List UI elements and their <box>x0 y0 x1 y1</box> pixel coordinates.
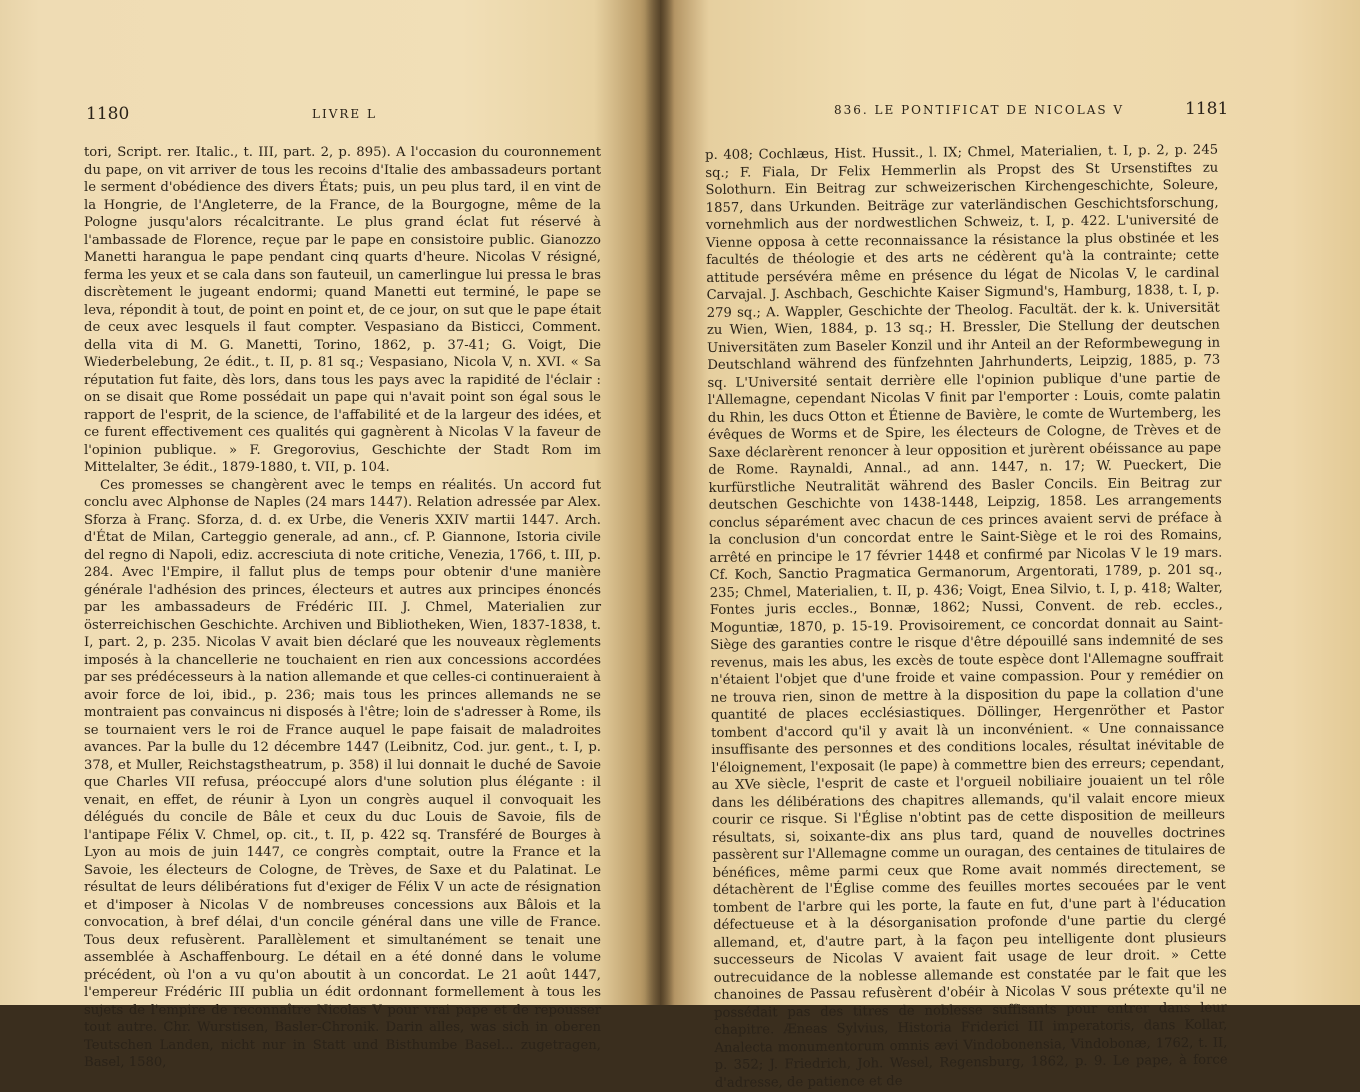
book-gutter <box>645 0 675 1005</box>
running-head-right: 836. LE PONTIFICAT DE NICOLAS V <box>834 103 1125 117</box>
right-page <box>660 0 1360 1091</box>
left-page-text <box>84 144 601 1072</box>
left-paragraph-1: tori, Script. rer. Italic., t. III, part. 2, p. 895). A l'occasion du couronnement du pape, on vit arriver de tous les recoins d'Italie des ambassadeurs portant le serment d'obédience des divers États; puis, un peu plus tard, il en vint de la Hongrie, de l'Angleterre, de la France, de la Bourgogne, même de la Pologne jusqu'alors récalcitrante. Le plus grand éclat fut réservé à l'ambassade de Florence, reçue par le pape en consistoire public. Gianozzo Manetti harangua le pape pendant cinq quarts d'heure. Nicolas V résigné, ferma les yeux et se cala dans son fauteuil, un camerlingue lui pressa le bras discrètement le jugeant endormi; quand Manetti eut terminé, le pape se leva, répondit à tout, de point en point et, de ce jour, on sut que le pape était de ceux avec lesquels il faut compter. Vespasiano da Bisticci, Comment. della vita di M. G. Manetti, Torino, 1862, p. 37-41; G. Voigt, Die Wiederbelebung, 2e édit., t. II, p. 81 sq.; Vespasiano, Nicola V, n. XVI. « Sa réputation fut faite, dès lors, dans tous les pays avec la rapidité de l'éclair : on se disait que Rome possédait un pape qui n'avait point son égal sous le rapport de l'esprit, de la science, de l'affabilité et de la largeur des idées, et ce furent effectivement ces qualités qui gagnèrent à Nicolas V la faveur de l'opinion publique. » F. Gregorovius, Geschichte der Stadt Rom im Mittelalter, 3e édit., 1879-1880, t. VII, p. 104. <box>84 145 601 475</box>
page-number-left: 1180 <box>86 104 130 124</box>
left-page <box>0 0 660 1070</box>
running-head-left: LIVRE L <box>312 107 377 121</box>
right-paragraph-1: p. 408; Cochlæus, Hist. Hussit., l. IX; Chmel, Materialien, t. I, p. 2, p. 245 sq.; F. Fiala, Dr Felix Hemmerlin als Propst des St Ursenstiftes zu Solothurn. Ein Beitrag zur schweizerischen Kirchengeschichte, Soleure, 1857, dans Urkunden. Beiträge zur vaterländischen Geschichtsforschung, vornehmlich aus der nordwestlichen Schweiz, t. I, p. 422. L'université de Vienne opposa à cette reconnaissance la résistance la plus obstinée et les facultés de théologie et des arts ne cédèrent qu'à la contrainte; cette attitude persévéra même en présence du légat de Nicolas V, le cardinal Carvajal. J. Aschbach, Geschichte Kaiser Sigmund's, Hamburg, 1838, t. I, p. 279 sq.; A. Wappler, Geschichte der Theolog. Facultät. der k. k. Universität zu Wien, Wien, 1884, p. 13 sq.; H. Bressler, Die Stellung der deutschen Universitäten zum Baseler Konzil und ihr Anteil an der Reformbewegung in Deutschland während des fünfzehnten Jahrhunderts, Leipzig, 1885, p. 73 sq. L'Université sentait derrière elle l'opinion publique d'une partie de l'Allemagne, cependant Nicolas V finit par l'emporter : Louis, comte palatin du Rhin, les ducs Otton et Étienne de Bavière, le comte de Wurtemberg, les évêques de Worms et de Spire, les électeurs de Cologne, de Trèves et de Saxe déclarèrent renoncer à leur opposition et jurèrent obéissance au pape de Rome. Raynaldi, Annal., ad ann. 1447, n. 17; W. Pueckert, Die kurfürstliche Neutralität während des Basler Concils. Ein Beitrag zur deutschen Geschichte von 1438-1448, Leipzig, 1858. Les arrangements conclus séparément avec chacun de ces princes avaient servi de préface à la conclusion d'un concordat entre le Saint-Siège et le roi des Romains, arrêté en principe le 17 février 1448 et confirmé par Nicolas V le 19 mars. Cf. Koch, Sanctio Pragmatica Germanorum, Argentorati, 1789, p. 201 sq., 235; Chmel, Materialien, t. II, p. 436; Voigt, Enea Silvio, t. I, p. 418; Walter, Fontes juris eccles., Bonnæ, 1862; Nussi, Convent. de reb. eccles., Moguntiæ, 1870, p. 15-19. Provisoirement, ce concordat donnait au Saint-Siège des garanties contre le risque d'être dépouillé sans indemnité de ses revenus, mais les abus, les excès de toute espèce dont l'Allemagne souffrait n'étaient l'objet que d'une froide et vaine compassion. Pour y remédier on ne trouva rien, sinon de mettre à la disposition du pape la collation d'une quantité de places ecclésiastiques. Döllinger, Hergenröther et Pastor tombent d'accord qu'il y avait là un inconvénient. « Une connaissance insuffisante des personnes et des conditions locales, résultat inévitable de l'éloignement, l'exposait (le pape) à commettre bien des erreurs; cependant, au XVe siècle, l'esprit de caste et l'orgueil nobiliaire jouaient un tel rôle dans les délibérations des chapitres allemands, qu'il valait encore mieux courir ce risque. Si l'Église n'obtint pas de cette disposition de meilleurs résultats, si, soixante-dix ans plus tard, quand de nouvelles doctrines passèrent sur l'Allemagne comme un ouragan, des centaines de titulaires de bénéfices, même parmi ceux que Rome avait nommés directement, se détachèrent de l'Église comme des feuilles mortes secouées par le vent tombent de l'arbre qui les porte, la faute en fut, d'une part à l'éducation défectueuse et à la désorganisation profonde d'une partie du clergé allemand, et, d'autre part, à la façon peu intelligente dont plusieurs successeurs de Nicolas V avaient fait usage de leur droit. » Cette outrecuidance de la noblesse allemande est constatée par le fait que les chanoines de Passau refusèrent d'obéir à Nicolas V sous prétexte qu'il ne possédait pas des titres de noblesse suffisants pour entrer dans leur chapitre. Æneas Sylvius, Historia Friderici III imperatoris, dans Kollar, Analecta monumentorum omnis ævi Vindobonensia, Vindobonæ, 1762, t. II, p. 352; J. Friedrich, Joh. Wesel, Regensburg, 1862, p. 9. Le pape, à force d'adresse, de patience et de <box>705 142 1228 1091</box>
right-page-text <box>705 142 1228 1092</box>
page-number-right: 1181 <box>1185 99 1229 119</box>
left-paragraph-2: Ces promesses se changèrent avec le temps en réalités. Un accord fut conclu avec Alphonse de Naples (24 mars 1447). Relation adressée par Alex. Sforza à Franç. Sforza, d. d. ex Urbe, die Veneris XXIV martii 1447. Arch. d'État de Milan, Carteggio generale, ad ann., cf. P. Giannone, Istoria civile del regno di Napoli, ediz. accresciuta di note critiche, Venezia, 1766, t. III, p. 284. Avec l'Empire, il fallut plus de temps pour obtenir d'une manière générale l'adhésion des princes, électeurs et autres aux principes énoncés par les ambassadeurs de Frédéric III. J. Chmel, Materialien zur österreichischen Geschichte. Archiven und Bibliotheken, Wien, 1837-1838, t. I, part. 2, p. 235. Nicolas V avait bien déclaré que les nouveaux règlements imposés à la chancellerie ne touchaient en rien aux concessions accordées par ses prédécesseurs à la nation allemande et que celles-ci continueraient à avoir force de loi, ibid., p. 236; mais tous les princes allemands ne se montraient pas convaincus ni disposés à l'être; loin de s'adresser à Rome, ils se tournaient vers le roi de France auquel le pape faisait de maladroites avances. Par la bulle du 12 décembre 1447 (Leibnitz, Cod. jur. gent., t. I, p. 378, et Muller, Reichstagstheatrum, p. 358) il lui donnait le duché de Savoie que Charles VII refusa, préoccupé alors d'une solution plus élégante : il venait, en effet, de réunir à Lyon un congrès auquel il convoquait les délégués du concile de Bâle et ceux du duc Louis de Savoie, fils de l'antipape Félix V. Chmel, op. cit., t. II, p. 422 sq. Transféré de Bourges à Lyon au mois de juin 1447, ce congrès comptait, outre la France et la Savoie, les électeurs de Cologne, de Trèves, de Saxe et du Palatinat. Le résultat de leurs délibérations fut d'exiger de Félix V un acte de résignation et d'imposer à Nicolas V de nombreuses concessions aux Bâlois et la convocation, à bref délai, d'un concile général dans une ville de France. Tous deux refusèrent. Parallèlement et simultanément se tenait une assemblée à Aschaffenbourg. Le détail en a été donné dans le volume précédent, où l'on a vu qu'on aboutit à un concordat. Le 21 août 1447, l'empereur Frédéric III publia un édit ordonnant formellement à tous les sujets de l'empire de reconnaître Nicolas V pour vrai pape et de repousser tout autre. Chr. Wurstisen, Basler-Chronik. Darin alles, was sich in oberen Teutschen Landen, nicht nur in Statt und Bisthumbe Basel... zugetragen, Basel, 1580, <box>84 477 601 1070</box>
